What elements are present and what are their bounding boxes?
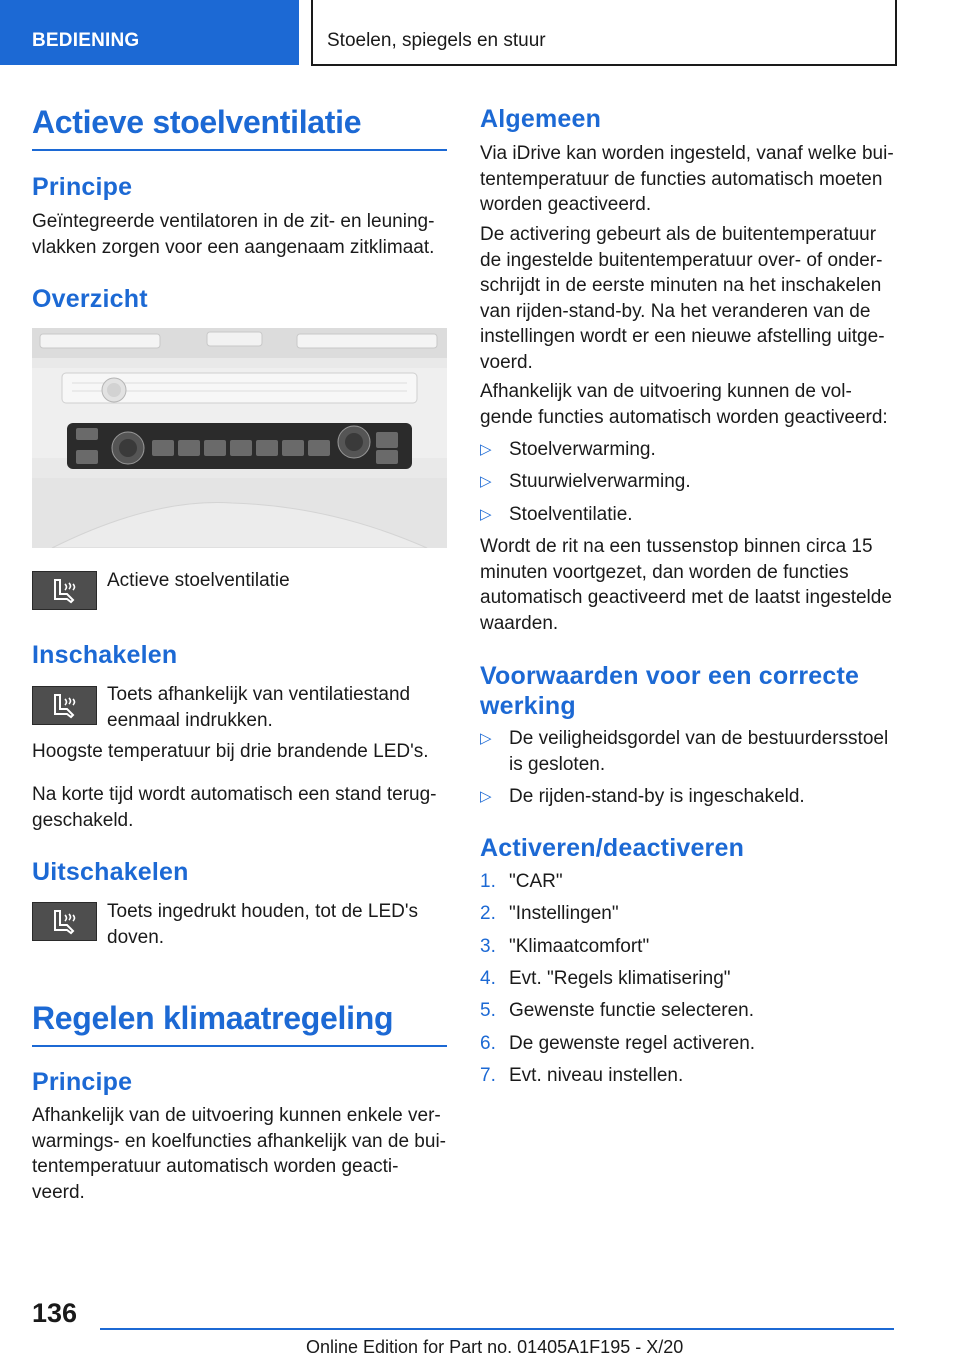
- list-item-text: Stoelventilatie.: [509, 504, 633, 525]
- seat-ventilation-icon: [32, 686, 97, 725]
- step-number: 3.: [480, 936, 496, 957]
- algemeen-paragraph-2: De activering gebeurt als de buitentemperatuur de ingestelde buitentemperatuur over- of onder-schrijdt in de eerste minuten na het inschakelen van rijden-stand-by. Na het veranderen van de instellingen wordt er een nieuwe afstelling uitge-voerd.: [480, 224, 885, 373]
- voorwaarden-heading: Voorwaarden voor een correcte werking: [480, 662, 860, 720]
- principe-heading: Principe: [32, 173, 133, 201]
- seat-ventilation-icon: [32, 571, 97, 610]
- step-number: 5.: [480, 1000, 496, 1021]
- bullet-marker: ▷: [480, 730, 492, 747]
- step-text: Evt. "Regels klimatisering": [509, 968, 731, 989]
- principe-text: Geïntegreerde ventilatoren in de zit- en leuning-vlakken zorgen voor een aangenaam zitklimaat.: [32, 211, 435, 258]
- inschakelen-text: Toets afhankelijk van ventilatiestand eenmaal indrukken.: [107, 684, 411, 731]
- uitschakelen-heading: Uitschakelen: [32, 858, 189, 886]
- bullet-marker: ▷: [480, 441, 492, 458]
- inschakelen-paragraph-1: Hoogste temperatuur bij drie brandende LED's.: [32, 741, 429, 762]
- chapter-tab: [311, 0, 897, 66]
- inschakelen-paragraph-2: Na korte tijd wordt automatisch een stand terug-geschakeld.: [32, 784, 437, 831]
- step-number: 2.: [480, 903, 496, 924]
- seat-ventilation-icon: [32, 902, 97, 941]
- principe2-text: Afhankelijk van de uitvoering kunnen enkele ver-warmings- en koelfuncties afhankelijk van de bui-tentemperatuur automatisch worden geacti-veerd.: [32, 1105, 446, 1203]
- algemeen-heading: Algemeen: [480, 105, 602, 133]
- bullet-marker: ▷: [480, 506, 492, 523]
- bullet-marker: ▷: [480, 473, 492, 490]
- step-text: "CAR": [509, 871, 563, 892]
- bullet-marker: ▷: [480, 788, 492, 805]
- list-item-text: De veiligheidsgordel van de bestuurdersstoel is gesloten.: [509, 728, 889, 775]
- inschakelen-heading: Inschakelen: [32, 641, 178, 669]
- chapter-label: Stoelen, spiegels en stuur: [327, 30, 546, 51]
- list-item-text: De rijden-stand-by is ingeschakeld.: [509, 786, 805, 807]
- list-item-text: Stuurwielverwarming.: [509, 471, 691, 492]
- footer-divider: [100, 1328, 894, 1330]
- step-number: 6.: [480, 1033, 496, 1054]
- step-text: "Instellingen": [509, 903, 619, 924]
- principe2-heading: Principe: [32, 1068, 133, 1096]
- step-number: 7.: [480, 1065, 496, 1086]
- section-tab: [0, 0, 299, 65]
- list-item-text: Stoelverwarming.: [509, 439, 656, 460]
- page-number: 136: [32, 1298, 78, 1328]
- activeren-heading: Activeren/deactiveren: [480, 834, 745, 862]
- section-title-2: Regelen klimaatregeling: [32, 1000, 447, 1047]
- footer-edition: Online Edition for Part no. 01405A1F195 - X/20: [306, 1337, 684, 1357]
- algemeen-paragraph-1: Via iDrive kan worden ingesteld, vanaf welke bui-tentemperatuur de functies automatisch moeten worden geactiveerd.: [480, 143, 894, 215]
- step-text: "Klimaatcomfort": [509, 936, 650, 957]
- icon-caption: Actieve stoelventilatie: [107, 570, 290, 591]
- step-text: Evt. niveau instellen.: [509, 1065, 684, 1086]
- algemeen-paragraph-4: Wordt de rit na een tussenstop binnen circa 15 minuten voortgezet, dan worden de functies automatisch geactiveerd met de laatst ingestelde waarden.: [480, 536, 892, 634]
- climate-panel-photo: [32, 328, 447, 548]
- step-number: 4.: [480, 968, 496, 989]
- page-title: Actieve stoelventilatie: [32, 104, 447, 151]
- overzicht-heading: Overzicht: [32, 285, 148, 313]
- step-number: 1.: [480, 871, 496, 892]
- algemeen-paragraph-3: Afhankelijk van de uitvoering kunnen de vol-gende functies automatisch worden geactiveerd:: [480, 381, 888, 428]
- step-text: Gewenste functie selecteren.: [509, 1000, 755, 1021]
- section-label: BEDIENING: [32, 30, 140, 51]
- uitschakelen-text: Toets ingedrukt houden, tot de LED's doven.: [107, 901, 418, 948]
- step-text: De gewenste regel activeren.: [509, 1033, 756, 1054]
